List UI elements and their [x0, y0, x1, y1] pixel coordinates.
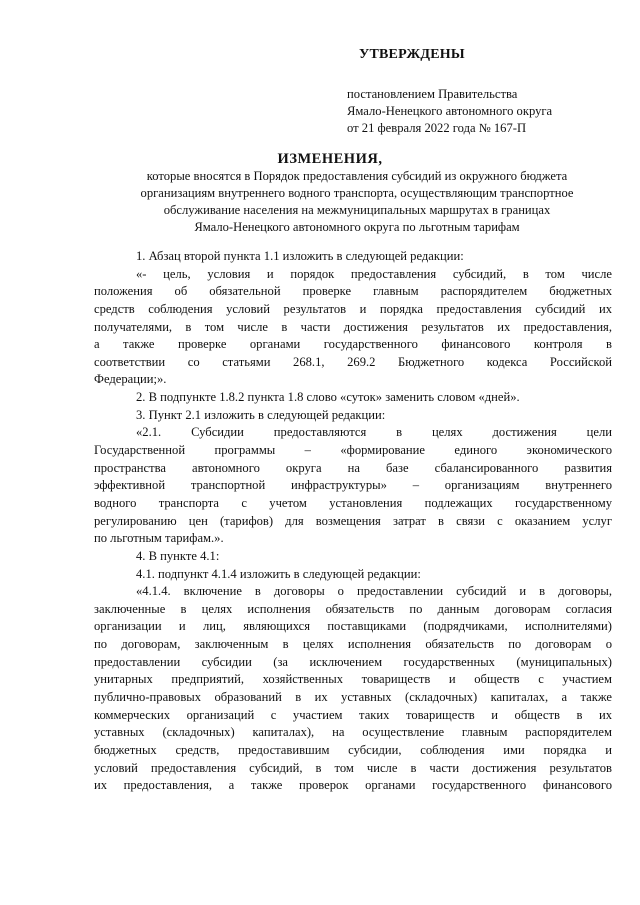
body-line: «4.1.4. включение в договоры о предоставлении субсидий и в договоры, — [136, 584, 612, 599]
body-line: уставных (складочных) капиталах), на осуществление главным распорядителем — [94, 725, 612, 740]
body-line: организации и лиц, являющихся поставщиками (подрядчиками, исполнителями) — [94, 619, 612, 634]
body-line: положения об обязательной проверке главным распорядителем бюджетных — [94, 284, 612, 299]
body-line: 3. Пункт 2.1 изложить в следующей редакции: — [136, 407, 386, 422]
document-body — [94, 248, 612, 795]
body-line: пространства автономного округа на базе сбалансированного развития — [94, 460, 612, 475]
body-line: по льготным тарифам.». — [94, 531, 224, 546]
body-line: «2.1. Субсидии предоставляются в целях достижения цели — [136, 425, 612, 440]
subtitle-line: которые вносятся в Порядок предоставления субсидий из окружного бюджета — [146, 169, 568, 183]
approval-block — [347, 46, 627, 137]
body-line: предоставлении субсидии (за исключением государственных (муниципальных) — [94, 654, 612, 669]
body-line: публично-правовых образований в их уставных (складочных) капиталах, а также — [94, 690, 612, 705]
approval-line: от 21 февраля 2022 года № 167-П — [347, 121, 527, 135]
body-line: 2. В подпункте 1.8.2 пункта 1.8 слово «суток» заменить словом «дней». — [136, 390, 520, 405]
document-subtitle — [96, 168, 618, 236]
body-line: их предоставления, а также проверок органами государственного финансового — [94, 778, 612, 793]
body-line: средств соблюдения условий результатов и порядка предоставления субсидий их — [94, 301, 612, 316]
body-line: 4. В пункте 4.1: — [136, 548, 220, 563]
approval-line: постановлением Правительства — [347, 87, 518, 101]
subtitle-line: Ямало-Ненецкого автономного округа по льготным тарифам — [194, 220, 520, 234]
approval-line: Ямало-Ненецкого автономного округа — [347, 104, 553, 118]
body-line: получателями, в том числе в части достижения результатов их предоставления, — [94, 319, 612, 334]
body-line: регулированию цен (тарифов) для возмещения затрат в связи с оказанием услуг — [94, 513, 612, 528]
document-title: ИЗМЕНЕНИЯ, — [277, 151, 383, 167]
body-line: а также проверке органами государственного финансового контроля в — [94, 337, 612, 352]
body-line: 4.1. подпункт 4.1.4 изложить в следующей редакции: — [136, 566, 421, 581]
body-line: условий предоставления субсидий, в том числе в части достижения результатов — [94, 760, 612, 775]
body-line: унитарных предприятий, хозяйственных товариществ и обществ с участием — [94, 672, 612, 687]
body-line: Государственной программы – «формирование единого экономического — [94, 443, 612, 458]
subtitle-line: обслуживание населения на межмуниципальных маршрутах в границах — [163, 203, 551, 217]
body-line: Федерации;». — [94, 372, 167, 387]
body-line: эффективной транспортной инфраструктуры» – организациям внутреннего — [94, 478, 612, 493]
body-line: водного транспорта с учетом установления подлежащих государственному — [94, 495, 612, 510]
body-line: «- цель, условия и порядок предоставления субсидий, в том числе — [136, 266, 612, 281]
body-line: соответствии со статьями 268.1, 269.2 Бюджетного кодекса Российской — [94, 354, 612, 369]
body-line: коммерческих организаций с участием таких товариществ и обществ в их — [94, 707, 612, 722]
body-line: бюджетных средств, предоставившим субсидии, соблюдения ими порядка и — [94, 742, 612, 757]
body-line: заключенные в целях исполнения обязательств по данным договорам согласия — [94, 601, 612, 616]
body-line: по договорам, заключенным в целях исполнения обязательств по договорам о — [94, 637, 612, 652]
approval-title: УТВЕРЖДЕНЫ — [359, 47, 465, 62]
body-line: 1. Абзац второй пункта 1.1 изложить в следующей редакции: — [136, 249, 464, 263]
subtitle-line: организациям внутреннего водного транспорта, осуществляющим транспортное — [140, 186, 574, 200]
